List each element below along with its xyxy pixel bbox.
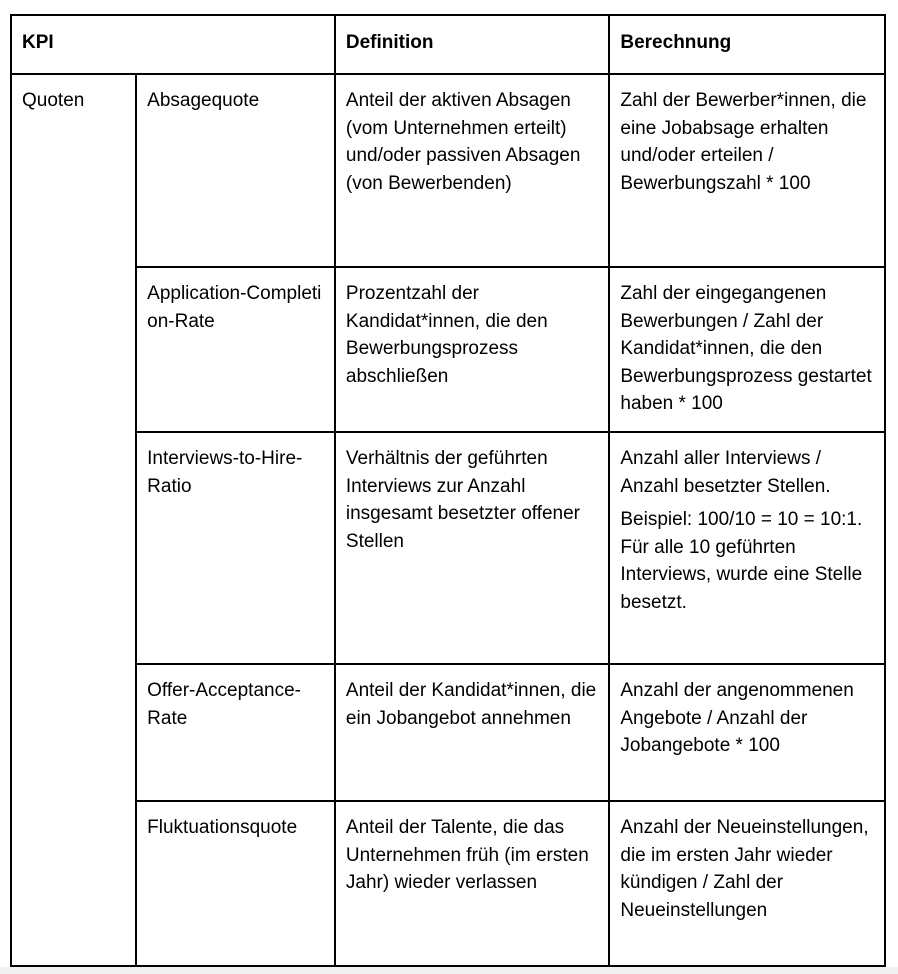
kpi-name-cell bbox=[136, 267, 335, 432]
header-definition: Definition bbox=[335, 15, 609, 74]
kpi-name-cell: Offer-Acceptance-Rate bbox=[136, 664, 335, 801]
table-row bbox=[11, 664, 885, 801]
page-bottom-strip bbox=[0, 967, 898, 974]
table-row bbox=[11, 432, 885, 664]
kpi-table bbox=[10, 14, 886, 967]
definition-cell: Prozentzahl der Kandidat*innen, die den Bewerbungsprozess abschließen bbox=[335, 267, 609, 432]
table-row bbox=[11, 801, 885, 966]
calculation-text: Zahl der Bewerber*innen, die eine Jobabsage erhalten und/oder erteilen / Bewerbungszahl * 100 bbox=[620, 90, 867, 194]
definition-cell: Anteil der Kandidat*innen, die ein Jobangebot annehmen bbox=[335, 664, 609, 801]
header-kpi: KPI bbox=[11, 15, 335, 74]
calculation-text: Anzahl aller Interviews / Anzahl besetzter Stellen. bbox=[620, 448, 831, 497]
calculation-cell bbox=[609, 267, 885, 432]
calculation-example: Beispiel: 100/10 = 10 = 10:1. Für alle 10 geführten Interviews, wurde eine Stelle besetzt. bbox=[620, 509, 863, 613]
definition-cell: Anteil der aktiven Absagen (vom Unternehmen erteilt) und/oder passiven Absagen (von Bewerbenden) bbox=[335, 74, 609, 267]
header-row bbox=[11, 15, 885, 74]
calculation-text: Zahl der eingegangenen Bewerbungen / Zahl der Kandidat*innen, die den Bewerbungsprozess gestartet haben * 100 bbox=[620, 283, 872, 415]
table-row bbox=[11, 74, 885, 267]
kpi-name-text: Application-Completion-Rate bbox=[147, 283, 322, 332]
calculation-cell bbox=[609, 74, 885, 267]
definition-cell: Verhältnis der geführten Interviews zur Anzahl insgesamt besetzter offener Stellen bbox=[335, 432, 609, 664]
calculation-text: Anzahl der Neueinstellungen, die im ersten Jahr wieder kündigen / Zahl der Neueinstellungen bbox=[620, 817, 869, 921]
calculation-cell bbox=[609, 664, 885, 801]
group-cell: Quoten bbox=[11, 74, 136, 966]
kpi-name-cell: Interviews-to-Hire-Ratio bbox=[136, 432, 335, 664]
definition-cell: Anteil der Talente, die das Unternehmen früh (im ersten Jahr) wieder verlassen bbox=[335, 801, 609, 966]
calculation-cell bbox=[609, 801, 885, 966]
header-calculation: Berechnung bbox=[609, 15, 885, 74]
table-row bbox=[11, 267, 885, 432]
calculation-cell bbox=[609, 432, 885, 664]
calculation-text: Anzahl der angenommenen Angebote / Anzahl der Jobangebote * 100 bbox=[620, 680, 854, 757]
kpi-name-cell: Absagequote bbox=[136, 74, 335, 267]
kpi-name-cell: Fluktuationsquote bbox=[136, 801, 335, 966]
